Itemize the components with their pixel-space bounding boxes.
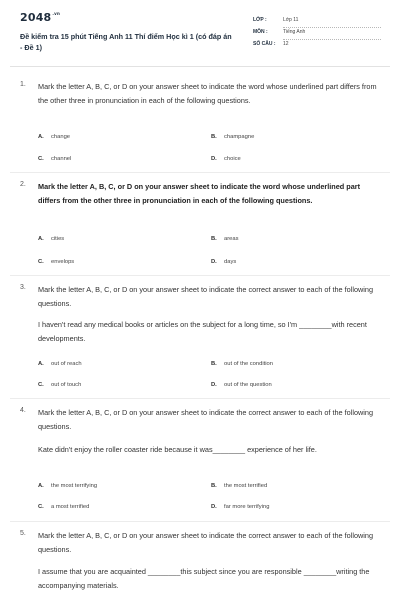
option-b[interactable] <box>211 134 254 140</box>
meta-value: Lớp 11 <box>283 17 299 23</box>
option-letter: A. <box>38 236 44 242</box>
option-text: far more terrifying <box>224 504 270 510</box>
question-stem: I assume that you are acquainted ________this subject since you are responsible ________writing the accompanying materials. <box>38 567 370 590</box>
meta-row-subject <box>253 28 381 40</box>
option-text: envelops <box>51 259 75 265</box>
question-separator <box>10 275 390 276</box>
meta-label: LỚP : <box>253 17 267 23</box>
option-letter: D. <box>211 504 217 510</box>
option-text: areas <box>224 236 239 242</box>
question-separator <box>10 172 390 173</box>
option-letter: A. <box>38 483 44 489</box>
header-divider <box>10 66 390 67</box>
option-letter: C. <box>38 382 44 388</box>
option-text: out of the condition <box>224 361 273 367</box>
option-letter: A. <box>38 361 44 367</box>
question-instruction: Mark the letter A, B, C, or D on your answer sheet to indicate the word whose underlined part differs from the other three in pronunciation in each of the following questions. <box>38 82 377 105</box>
option-c[interactable] <box>38 259 74 265</box>
option-d[interactable] <box>211 504 269 510</box>
meta-value: Tiếng Anh <box>283 29 306 35</box>
option-text: out of the question <box>224 382 272 388</box>
page-header <box>0 0 400 62</box>
option-letter: D. <box>211 156 217 162</box>
option-text: the most terrified <box>224 483 268 489</box>
option-b[interactable] <box>211 483 267 489</box>
question-number: 2. <box>20 181 26 188</box>
page-title: Đề kiểm tra 15 phút Tiếng Anh 11 Thí điểm Học kì 1 (có đáp án - Đề 1) <box>20 32 232 52</box>
meta-label: SỐ CÂU : <box>253 41 276 47</box>
option-text: out of touch <box>51 382 82 388</box>
option-d[interactable] <box>211 156 241 162</box>
option-letter: B. <box>211 361 217 367</box>
option-c[interactable] <box>38 382 81 388</box>
logo-suffix: .vn <box>52 11 60 16</box>
option-text: out of reach <box>51 361 82 367</box>
option-text: cities <box>51 236 65 242</box>
meta-label: MÔN : <box>253 29 268 35</box>
option-text: channel <box>51 156 72 162</box>
option-letter: B. <box>211 236 217 242</box>
option-letter: A. <box>38 134 44 140</box>
meta-box <box>253 16 381 52</box>
question-stem: Kate didn't enjoy the roller coaster ride because it was________ experience of her life. <box>38 445 317 454</box>
question-instruction: Mark the letter A, B, C, or D on your answer sheet to indicate the correct answer to each of the following questions. <box>38 408 374 431</box>
option-letter: B. <box>211 483 217 489</box>
meta-value: 12 <box>283 41 289 47</box>
site-logo[interactable] <box>20 11 60 24</box>
option-a[interactable] <box>38 236 64 242</box>
question-instruction: Mark the letter A, B, C, or D on your answer sheet to indicate the word whose underlined part differs from the other three in pronunciation in each of the following questions. <box>38 182 361 205</box>
option-text: choice <box>224 156 241 162</box>
question-number: 4. <box>20 407 26 414</box>
meta-row-count <box>253 40 381 52</box>
meta-row-class <box>253 16 381 28</box>
option-d[interactable] <box>211 259 236 265</box>
option-letter: B. <box>211 134 217 140</box>
logo-text: 2048 <box>20 11 52 24</box>
option-letter: C. <box>38 504 44 510</box>
option-c[interactable] <box>38 156 71 162</box>
question-instruction: Mark the letter A, B, C, or D on your answer sheet to indicate the correct answer to each of the following questions. <box>38 531 374 554</box>
option-b[interactable] <box>211 236 239 242</box>
question-separator <box>10 521 390 522</box>
question-instruction: Mark the letter A, B, C, or D on your answer sheet to indicate the correct answer to each of the following questions. <box>38 285 374 308</box>
option-letter: C. <box>38 259 44 265</box>
option-text: a most terrified <box>51 504 90 510</box>
option-text: change <box>51 134 71 140</box>
option-c[interactable] <box>38 504 89 510</box>
option-text: days <box>224 259 237 265</box>
option-letter: D. <box>211 259 217 265</box>
question-separator <box>10 398 390 399</box>
question-stem: I haven't read any medical books or articles on the subject for a long time, so I'm ________with recent developments. <box>38 320 367 343</box>
option-a[interactable] <box>38 361 82 367</box>
question-number: 1. <box>20 81 26 88</box>
option-letter: C. <box>38 156 44 162</box>
option-letter: D. <box>211 382 217 388</box>
question-number: 3. <box>20 284 26 291</box>
option-a[interactable] <box>38 134 70 140</box>
question-number: 5. <box>20 530 26 537</box>
option-b[interactable] <box>211 361 273 367</box>
option-text: champagne <box>224 134 255 140</box>
option-d[interactable] <box>211 382 272 388</box>
option-a[interactable] <box>38 483 97 489</box>
option-text: the most terrifying <box>51 483 98 489</box>
